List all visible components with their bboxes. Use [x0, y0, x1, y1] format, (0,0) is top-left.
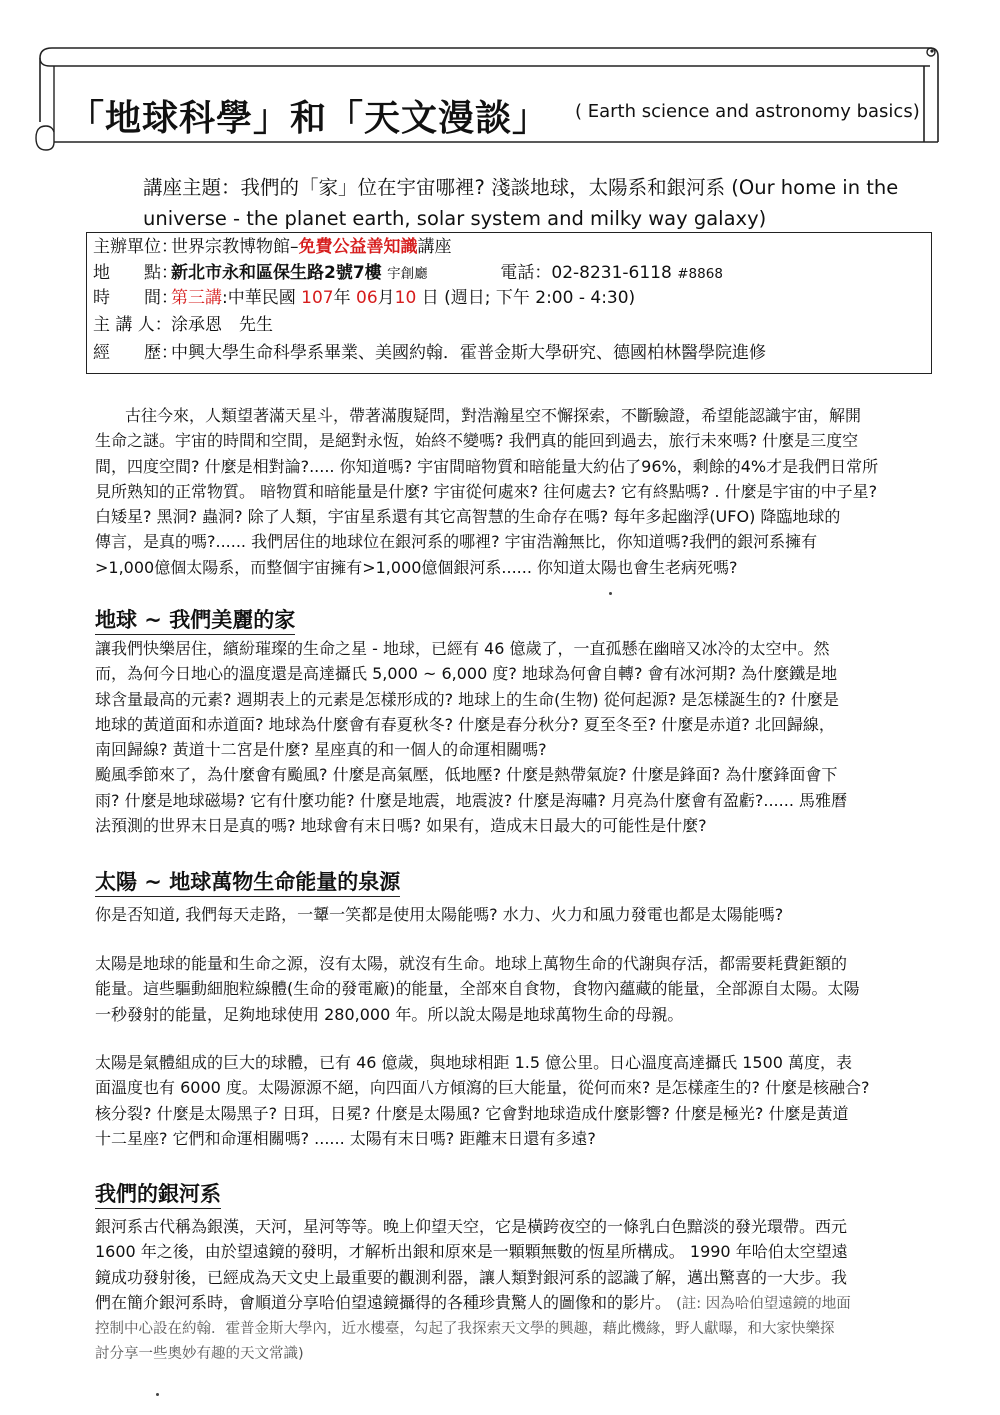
earth-line: 雨? 什麼是地球磁場? 它有什麼功能? 什麼是地震，地震波? 什麼是海嘯? 月亮為什麼會有盈虧?...... 馬雅曆	[95, 790, 847, 810]
earth-line: 讓我們快樂居住，繽紛璀璨的生命之星 - 地球，已經有 46 億歲了，一直孤懸在幽暗又冰冷的太空中。然	[95, 639, 830, 658]
time-row	[93, 286, 635, 310]
earth-line: 颱風季節來了，為什麼會有颱風? 什麼是高氣壓，低地壓? 什麼是熱帶氣旋? 什麼是鋒面? 為什麼鋒面會下	[95, 765, 838, 785]
sun-paragraph-structure	[95, 1050, 925, 1151]
time-rest: 日 (週日; 下午 2:00 - 4:30)	[421, 288, 636, 308]
time-day: 10	[394, 288, 417, 308]
time-month-unit: 月	[377, 288, 395, 308]
location-hall: 宇創廳	[387, 266, 428, 282]
time-session: 第三講	[171, 288, 222, 308]
intro-line: 間，四度空間? 什麼是相對論?..... 你知道嗎? 宇宙間暗物質和暗能量大約佔了96%，剩餘的4%才是我們日常所	[95, 456, 879, 476]
page-title-english: ( Earth science and astronomy basics)	[575, 101, 920, 122]
earth-line: 而，為何今日地心的溫度還是高達攝氏 5,000 ~ 6,000 度? 地球為何會自轉? 會有冰河期? 為什麼鐵是地	[95, 664, 838, 684]
galaxy-section-title: 我們的銀河系	[95, 1181, 221, 1209]
galaxy-line: 1600 年之後，由於望遠鏡的發明，才解析出銀和原來是一顆顆無數的恆星所構成。 1990 年哈伯太空望遠	[95, 1242, 848, 1262]
experience-row	[93, 341, 766, 365]
galaxy-paragraph	[95, 1214, 925, 1368]
phone-label: 電話：	[500, 263, 552, 283]
galaxy-line: 鏡成功發射後，已經成為天文史上最重要的觀測利器，讓人類對銀河系的認識了解，邁出驚喜的一大步。我	[95, 1267, 848, 1287]
organizer-label: 主辦單位：	[93, 237, 178, 257]
time-year-unit: 年	[333, 288, 351, 308]
sun-section-title: 太陽 ~ 地球萬物生命能量的泉源	[95, 869, 400, 897]
galaxy-line: 銀河系古代稱為銀漢，天河，星河等等。晚上仰望天空，它是橫跨夜空的一條乳白色黯淡的發光環帶。西元	[95, 1217, 848, 1236]
speaker-row	[93, 313, 273, 337]
time-month: 06	[356, 288, 378, 308]
earth-line: 南回歸線? 黃道十二宮是什麼? 星座真的和一個人的命運相關嗎?	[95, 740, 547, 760]
sun-energy-line: 太陽是地球的能量和生命之源，沒有太陽，就沒有生命。地球上萬物生命的代謝與存活，都需要耗費鉅額的	[95, 954, 848, 973]
intro-paragraph	[95, 403, 925, 580]
phone-extension: #8868	[677, 266, 723, 282]
location-label: 地 點：	[93, 263, 178, 283]
page-title: 「地球科學」和「天文漫談」	[68, 98, 550, 139]
intro-line: 白矮星? 黑洞? 蟲洞? 除了人類，宇宙星系還有其它高智慧的生命存在嗎? 每年多起幽浮(UFO) 降臨地球的	[95, 507, 841, 527]
experience-text: 中興大學生命科學系畢業、美國約翰．霍普金斯大學研究、德國柏林醫學院進修	[171, 343, 766, 363]
time-year: 107	[301, 288, 334, 308]
lecture-topic-text: 我們的「家」位在宇宙哪裡? 淺談地球，太陽系和銀河系 (Our home in the universe - the planet earth, solar system and milky way galaxy)	[143, 176, 899, 230]
speck-mark	[609, 592, 612, 595]
speck-mark	[156, 1393, 159, 1396]
galaxy-line: 們在簡介銀河系時，會順道分享哈伯望遠鏡攝得的各種珍貴驚人的圖像和的影片。	[95, 1292, 672, 1312]
galaxy-note-start: (註: 因為哈伯望遠鏡的地面	[676, 1295, 851, 1312]
speaker-label: 主 講 人：	[93, 315, 172, 335]
intro-line: 生命之謎。宇宙的時間和空間，是絕對永恆，始終不變嗎? 我們真的能回到過去，旅行未來嗎? 什麼是三度空	[95, 431, 859, 451]
earth-line: 球含量最高的元素? 週期表上的元素是怎樣形成的? 地球上的生命(生物) 從何起源? 是怎樣誕生的? 什麼是	[95, 689, 839, 709]
organizer-suffix: 講座	[417, 237, 452, 257]
time-label: 時 間：	[93, 288, 178, 308]
galaxy-line-with-note	[95, 1290, 925, 1317]
event-info-box	[86, 232, 932, 374]
phone-number: 02-8231-6118	[551, 263, 672, 283]
earth-section-title: 地球 ~ 我們美麗的家	[95, 607, 295, 635]
sun-energy-line: 一秒發射的能量，足夠地球使用 280,000 年。所以說太陽是地球萬物生命的母親。	[95, 1004, 684, 1024]
earth-paragraph	[95, 636, 925, 838]
organizer-row	[93, 235, 452, 259]
time-prefix: :中華民國	[222, 288, 296, 308]
sun-structure-line: 面溫度也有 6000 度。太陽源源不絕，向四面八方傾瀉的巨大能量，從何而來? 是怎樣產生的? 什麼是核融合?	[95, 1078, 870, 1098]
location-address: 新北市永和區保生路2號7樓	[171, 263, 382, 283]
sun-structure-line: 太陽是氣體組成的巨大的球體，已有 46 億歲，與地球相距 1.5 億公里。日心溫度高達攝氏 1500 萬度，表	[95, 1053, 853, 1072]
sun-paragraph-energy	[95, 951, 925, 1027]
intro-line: 古往今來，人類望著滿天星斗，帶著滿腹疑問，對浩瀚星空不懈探索，不斷驗證，希望能認識宇宙，解開	[125, 406, 862, 425]
intro-line: >1,000億個太陽系，而整個宇宙擁有>1,000億個銀河系...... 你知道太陽也會生老病死嗎?	[95, 557, 738, 577]
sun-structure-line: 核分裂? 什麼是太陽黑子? 日珥，日冕? 什麼是太陽風? 它會對地球造成什麼影響? 什麼是極光? 什麼是黃道	[95, 1103, 849, 1123]
intro-line: 見所熟知的正常物質。 暗物質和暗能量是什麼? 宇宙從何處來? 往何處去? 它有終點嗎? . 什麼是宇宙的中子星?	[95, 481, 878, 501]
galaxy-note-line: 討分享一些奧妙有趣的天文常識)	[95, 1346, 304, 1363]
earth-line: 地球的黃道面和赤道面? 地球為什麼會有春夏秋冬? 什麼是春分秋分? 夏至冬至? 什麼是赤道? 北回歸線，	[95, 714, 835, 734]
location-row	[93, 261, 723, 286]
sun-structure-line: 十二星座? 它們和命運相關嗎? ...... 太陽有末日嗎? 距離末日還有多遠?	[95, 1128, 596, 1148]
galaxy-note-line: 控制中心設在約翰．霍普金斯大學內，近水樓臺，勾起了我探索天文學的興趣，藉此機緣，野人獻曝，和大家快樂探	[95, 1321, 835, 1338]
sun-intro-paragraph: 你是否知道, 我們每天走路，一顰一笑都是使用太陽能嗎? 水力、火力和風力發電也都是太陽能嗎?	[95, 905, 784, 924]
lecture-topic	[143, 172, 933, 234]
intro-line: 傳言，是真的嗎?...... 我們居住的地球位在銀河系的哪裡? 宇宙浩瀚無比，你知道嗎?我們的銀河系擁有	[95, 532, 818, 552]
earth-line: 法預測的世界末日是真的嗎? 地球會有末日嗎? 如果有，造成末日最大的可能性是什麼?	[95, 816, 707, 836]
lecture-topic-label: 講座主題：	[143, 176, 241, 199]
organizer-highlight: 免費公益善知識	[298, 237, 418, 257]
sun-energy-line: 能量。這些驅動細胞粒線體(生命的發電廠)的能量，全部來自食物，食物內蘊藏的能量，全部源自太陽。太陽	[95, 979, 860, 999]
organizer-name: 世界宗教博物館–	[171, 237, 299, 257]
speaker-name: 涂承恩 先生	[171, 315, 273, 335]
experience-label: 經 歷：	[93, 343, 178, 363]
